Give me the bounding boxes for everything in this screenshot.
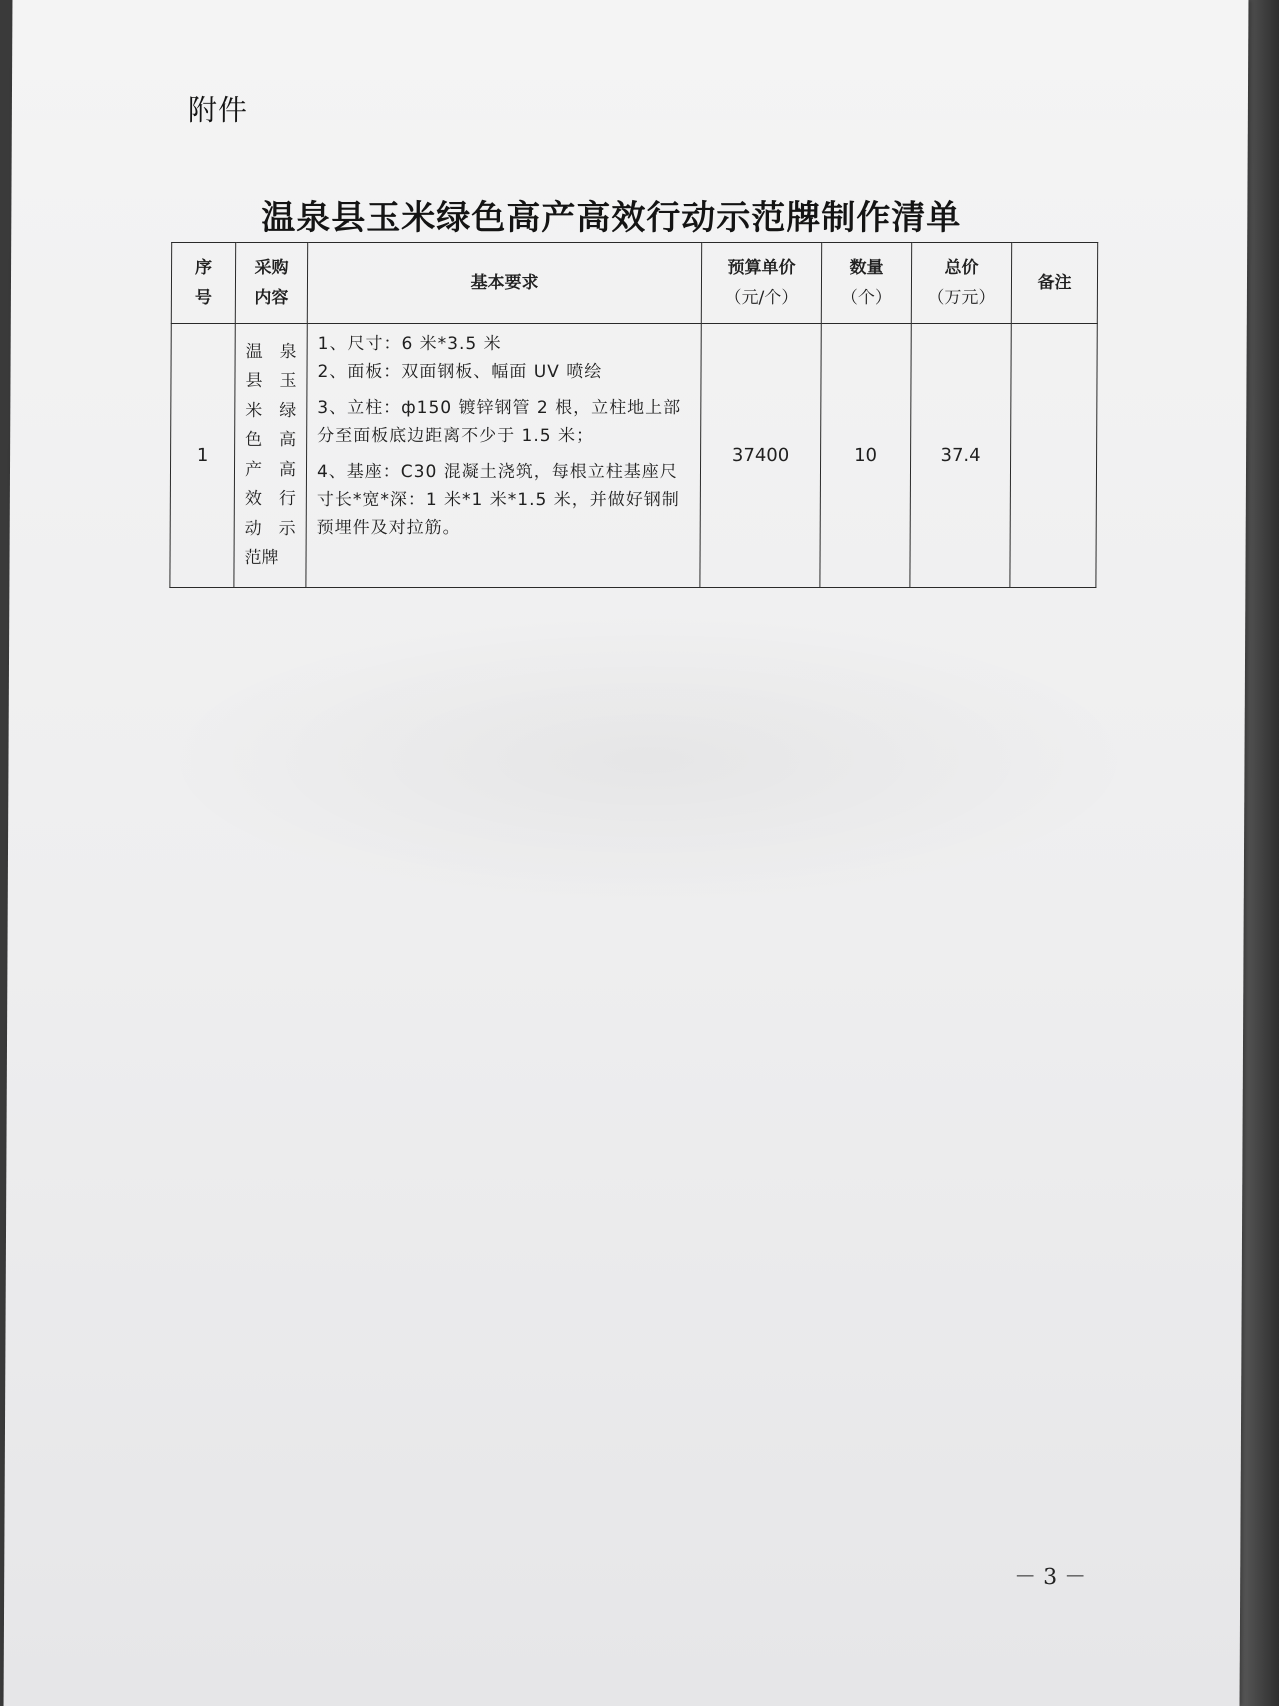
procurement-table (169, 242, 1098, 588)
header-quantity-line-2: （个） (840, 288, 892, 308)
cell-item-line: 效 行 (244, 489, 296, 509)
document-sheet (4, 0, 1249, 1706)
header-requirements: 基本要求 (307, 243, 701, 324)
cell-item-line: 动 示 (244, 518, 296, 539)
header-quantity-line-1: 数量 (849, 258, 884, 278)
cell-item-line: 色 高 (245, 430, 297, 450)
header-total (911, 243, 1011, 324)
table-header-row (171, 243, 1097, 324)
table-row (170, 324, 1097, 588)
header-item (235, 243, 307, 324)
bleed-through-shadow (148, 610, 1150, 910)
header-remarks: 备注 (1011, 243, 1097, 324)
requirement-item: 1、尺寸：6 米*3.5 米 (317, 334, 502, 354)
cell-item-line: 温 泉 (245, 341, 297, 362)
page-title: 温泉县玉米绿色高产高效行动示范牌制作清单 (261, 198, 962, 238)
cell-item (234, 324, 307, 588)
cell-item-line: 产 高 (244, 459, 297, 480)
header-seq-line-1: 序 (195, 258, 213, 278)
header-total-line-1: 总价 (944, 258, 979, 278)
header-total-line-2: （万元） (927, 288, 996, 308)
cell-unit-price: 37400 (700, 324, 821, 588)
header-item-line-1: 采购 (254, 258, 289, 278)
requirement-item: 2、面板：双面钢板、幅面 UV 喷绘 (317, 362, 603, 382)
page-number: － 3 － (1014, 1565, 1087, 1590)
cell-item-line: 米 绿 (245, 400, 297, 421)
cell-seq: 1 (170, 324, 235, 588)
attachment-label: 附件 (187, 93, 248, 127)
cell-item-line: 范牌 (244, 548, 279, 568)
header-unit-price-line-2: （元/个） (724, 288, 799, 308)
header-unit-price-line-1: 预算单价 (727, 258, 796, 278)
cell-item-line: 县 玉 (245, 371, 297, 391)
requirement-item: 3、立柱：ф150 镀锌钢管 2 根，立柱地上部分至面板底边距离不少于 1.5 米； (317, 398, 682, 446)
header-item-line-2: 内容 (254, 288, 289, 308)
header-seq-line-2: 号 (194, 288, 212, 308)
header-seq (171, 243, 235, 324)
requirement-item: 4、基座：C30 混凝土浇筑，每根立柱基座尺寸长*宽*深：1 米*1 米*1.5 米，并做好钢制预埋件及对拉筋。 (316, 462, 680, 538)
header-unit-price (701, 243, 821, 324)
cell-total: 37.4 (910, 324, 1011, 588)
cell-remarks (1010, 324, 1097, 588)
cell-requirements (306, 324, 701, 588)
cell-quantity: 10 (820, 324, 911, 588)
header-quantity (821, 243, 911, 324)
